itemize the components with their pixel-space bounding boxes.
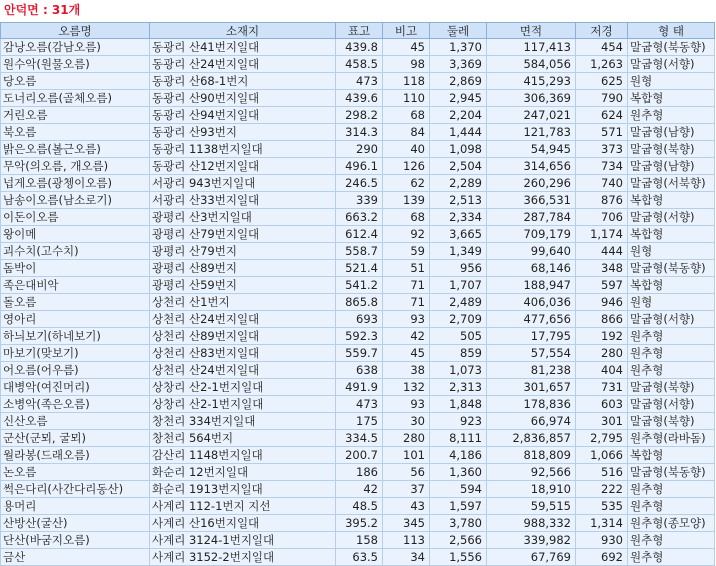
cell-area: 117,413 <box>487 39 576 56</box>
cell-location: 동광리 산93번지 <box>150 124 336 141</box>
cell-location: 광평리 산89번지 <box>150 260 336 277</box>
cell-name: 월라봉(드래오름) <box>1 447 150 464</box>
cell-base-diameter: 348 <box>576 260 628 277</box>
table-row <box>1 56 715 73</box>
cell-area: 314,656 <box>487 158 576 175</box>
cell-name: 산방산(굴산) <box>1 515 150 532</box>
cell-shape: 말굽형(서향) <box>628 209 715 226</box>
cell-name: 어오름(어우름) <box>1 362 150 379</box>
cell-shape: 복합형 <box>628 90 715 107</box>
cell-shape: 원추형 <box>628 481 715 498</box>
cell-location: 동광리 산24번지일대 <box>150 56 336 73</box>
cell-area: 81,238 <box>487 362 576 379</box>
cell-relative-height: 62 <box>383 175 430 192</box>
cell-relative-height: 30 <box>383 413 430 430</box>
cell-perimeter: 1,098 <box>430 141 487 158</box>
cell-location: 상천리 산1번지 <box>150 294 336 311</box>
cell-elevation: 439.8 <box>336 39 383 56</box>
cell-base-diameter: 1,314 <box>576 515 628 532</box>
cell-shape: 원추형(라바돔) <box>628 430 715 447</box>
cell-location: 화순리 12번지일대 <box>150 464 336 481</box>
cell-shape: 원추형 <box>628 362 715 379</box>
cell-base-diameter: 373 <box>576 141 628 158</box>
cell-perimeter: 2,869 <box>430 73 487 90</box>
table-row <box>1 175 715 192</box>
cell-base-diameter: 790 <box>576 90 628 107</box>
cell-location: 상천리 산83번지일대 <box>150 345 336 362</box>
cell-name: 넙게오름(광쳉이오름) <box>1 175 150 192</box>
cell-relative-height: 38 <box>383 362 430 379</box>
cell-shape: 말굽형(북동향) <box>628 260 715 277</box>
cell-relative-height: 45 <box>383 39 430 56</box>
table-row <box>1 379 715 396</box>
cell-relative-height: 280 <box>383 430 430 447</box>
cell-base-diameter: 603 <box>576 396 628 413</box>
table-row <box>1 226 715 243</box>
cell-base-diameter: 280 <box>576 345 628 362</box>
cell-name: 영아리 <box>1 311 150 328</box>
cell-shape: 복합형 <box>628 226 715 243</box>
cell-shape: 말굽형(남향) <box>628 124 715 141</box>
cell-base-diameter: 692 <box>576 549 628 566</box>
cell-area: 2,836,857 <box>487 430 576 447</box>
cell-shape: 복합형 <box>628 192 715 209</box>
table-row <box>1 90 715 107</box>
cell-base-diameter: 624 <box>576 107 628 124</box>
cell-area: 17,795 <box>487 328 576 345</box>
oreum-table <box>0 22 715 566</box>
cell-base-diameter: 731 <box>576 379 628 396</box>
table-row <box>1 430 715 447</box>
cell-location: 광평리 산79번지 <box>150 243 336 260</box>
cell-perimeter: 3,369 <box>430 56 487 73</box>
cell-area: 18,910 <box>487 481 576 498</box>
cell-shape: 원추형 <box>628 532 715 549</box>
cell-perimeter: 1,556 <box>430 549 487 566</box>
cell-perimeter: 2,334 <box>430 209 487 226</box>
cell-elevation: 63.5 <box>336 549 383 566</box>
cell-perimeter: 859 <box>430 345 487 362</box>
table-row <box>1 345 715 362</box>
cell-shape: 복합형 <box>628 277 715 294</box>
cell-location: 사계리 3152-2번지일대 <box>150 549 336 566</box>
cell-area: 301,657 <box>487 379 576 396</box>
table-row <box>1 328 715 345</box>
cell-base-diameter: 2,795 <box>576 430 628 447</box>
cell-name: 원수악(원물오름) <box>1 56 150 73</box>
cell-name: 밝은오름(볼근오름) <box>1 141 150 158</box>
cell-perimeter: 1,848 <box>430 396 487 413</box>
cell-shape: 원형 <box>628 73 715 90</box>
cell-area: 68,146 <box>487 260 576 277</box>
cell-base-diameter: 301 <box>576 413 628 430</box>
cell-area: 287,784 <box>487 209 576 226</box>
cell-base-diameter: 222 <box>576 481 628 498</box>
table-header-row <box>1 23 715 39</box>
cell-elevation: 592.3 <box>336 328 383 345</box>
cell-perimeter: 1,370 <box>430 39 487 56</box>
table-row <box>1 124 715 141</box>
cell-perimeter: 1,597 <box>430 498 487 515</box>
cell-relative-height: 93 <box>383 396 430 413</box>
cell-base-diameter: 734 <box>576 158 628 175</box>
cell-perimeter: 1,707 <box>430 277 487 294</box>
table-row <box>1 39 715 56</box>
cell-elevation: 158 <box>336 532 383 549</box>
column-header-perimeter: 둘레 <box>430 23 487 39</box>
cell-name: 이돈이오름 <box>1 209 150 226</box>
cell-relative-height: 113 <box>383 532 430 549</box>
cell-elevation: 865.8 <box>336 294 383 311</box>
column-header-location: 소재지 <box>150 23 336 39</box>
cell-location: 광평리 산3번지일대 <box>150 209 336 226</box>
cell-location: 서광리 산33번지일대 <box>150 192 336 209</box>
cell-shape: 복합형 <box>628 447 715 464</box>
cell-base-diameter: 1,066 <box>576 447 628 464</box>
cell-area: 178,836 <box>487 396 576 413</box>
cell-shape: 원형 <box>628 294 715 311</box>
cell-shape: 말굽형(남향) <box>628 158 715 175</box>
cell-relative-height: 84 <box>383 124 430 141</box>
cell-name: 거린오름 <box>1 107 150 124</box>
cell-perimeter: 956 <box>430 260 487 277</box>
cell-elevation: 339 <box>336 192 383 209</box>
cell-base-diameter: 516 <box>576 464 628 481</box>
cell-area: 260,296 <box>487 175 576 192</box>
cell-relative-height: 132 <box>383 379 430 396</box>
cell-relative-height: 68 <box>383 209 430 226</box>
cell-base-diameter: 1,174 <box>576 226 628 243</box>
cell-base-diameter: 1,263 <box>576 56 628 73</box>
cell-perimeter: 2,204 <box>430 107 487 124</box>
cell-area: 406,036 <box>487 294 576 311</box>
cell-name: 돔박이 <box>1 260 150 277</box>
cell-base-diameter: 930 <box>576 532 628 549</box>
table-row <box>1 447 715 464</box>
cell-name: 북오름 <box>1 124 150 141</box>
cell-relative-height: 42 <box>383 328 430 345</box>
cell-shape: 말굽형(북향) <box>628 141 715 158</box>
cell-shape: 말굽형(북동향) <box>628 39 715 56</box>
cell-name: 군산(군뫼, 굴뫼) <box>1 430 150 447</box>
cell-base-diameter: 740 <box>576 175 628 192</box>
cell-location: 동광리 산68-1번지 <box>150 73 336 90</box>
cell-location: 사계리 3124-1번지일대 <box>150 532 336 549</box>
table-row <box>1 73 715 90</box>
cell-location: 감산리 1148번지일대 <box>150 447 336 464</box>
cell-base-diameter: 444 <box>576 243 628 260</box>
table-row <box>1 515 715 532</box>
cell-area: 339,982 <box>487 532 576 549</box>
cell-relative-height: 34 <box>383 549 430 566</box>
cell-shape: 원추형 <box>628 498 715 515</box>
cell-shape: 말굽형(서향) <box>628 56 715 73</box>
cell-name: 돌오름 <box>1 294 150 311</box>
cell-location: 상천리 산89번지일대 <box>150 328 336 345</box>
cell-name: 남송이오름(남소로기) <box>1 192 150 209</box>
column-header-base-diameter: 저경 <box>576 23 628 39</box>
cell-location: 광평리 산59번지 <box>150 277 336 294</box>
cell-elevation: 496.1 <box>336 158 383 175</box>
table-row <box>1 158 715 175</box>
cell-location: 상창리 산2-1번지일대 <box>150 396 336 413</box>
cell-perimeter: 8,111 <box>430 430 487 447</box>
cell-area: 121,783 <box>487 124 576 141</box>
cell-perimeter: 3,665 <box>430 226 487 243</box>
cell-elevation: 314.3 <box>336 124 383 141</box>
cell-elevation: 473 <box>336 73 383 90</box>
cell-area: 709,179 <box>487 226 576 243</box>
column-header-elevation: 표고 <box>336 23 383 39</box>
cell-area: 66,974 <box>487 413 576 430</box>
cell-perimeter: 1,444 <box>430 124 487 141</box>
cell-perimeter: 923 <box>430 413 487 430</box>
cell-elevation: 541.2 <box>336 277 383 294</box>
cell-name: 금산 <box>1 549 150 566</box>
table-row <box>1 107 715 124</box>
column-header-shape: 형 태 <box>628 23 715 39</box>
cell-relative-height: 40 <box>383 141 430 158</box>
table-row <box>1 209 715 226</box>
cell-relative-height: 68 <box>383 107 430 124</box>
cell-base-diameter: 706 <box>576 209 628 226</box>
cell-perimeter: 2,504 <box>430 158 487 175</box>
cell-shape: 원추형(종모양) <box>628 515 715 532</box>
cell-relative-height: 345 <box>383 515 430 532</box>
cell-perimeter: 2,289 <box>430 175 487 192</box>
cell-relative-height: 126 <box>383 158 430 175</box>
column-header-relative-height: 비고 <box>383 23 430 39</box>
cell-name: 대병악(여진머리) <box>1 379 150 396</box>
cell-relative-height: 110 <box>383 90 430 107</box>
cell-elevation: 663.2 <box>336 209 383 226</box>
cell-elevation: 439.6 <box>336 90 383 107</box>
cell-shape: 말굽형(북향) <box>628 413 715 430</box>
cell-location: 서광리 943번지일대 <box>150 175 336 192</box>
cell-name: 썩은다리(사간다리동산) <box>1 481 150 498</box>
cell-perimeter: 505 <box>430 328 487 345</box>
cell-perimeter: 2,566 <box>430 532 487 549</box>
cell-perimeter: 2,709 <box>430 311 487 328</box>
cell-elevation: 298.2 <box>336 107 383 124</box>
cell-relative-height: 43 <box>383 498 430 515</box>
cell-area: 67,769 <box>487 549 576 566</box>
cell-location: 창천리 334번지일대 <box>150 413 336 430</box>
cell-shape: 말굽형(북향) <box>628 379 715 396</box>
cell-perimeter: 2,489 <box>430 294 487 311</box>
cell-location: 상천리 산24번지일대 <box>150 311 336 328</box>
column-header-name: 오름명 <box>1 23 150 39</box>
cell-relative-height: 37 <box>383 481 430 498</box>
cell-location: 사계리 112-1번지 지선 <box>150 498 336 515</box>
cell-name: 왕이메 <box>1 226 150 243</box>
cell-area: 415,293 <box>487 73 576 90</box>
cell-shape: 말굽형(서향) <box>628 311 715 328</box>
cell-perimeter: 4,186 <box>430 447 487 464</box>
cell-shape: 원추형 <box>628 549 715 566</box>
cell-name: 도너리오름(골체오름) <box>1 90 150 107</box>
cell-shape: 말굽형(서향) <box>628 396 715 413</box>
cell-area: 477,656 <box>487 311 576 328</box>
table-row <box>1 498 715 515</box>
cell-relative-height: 118 <box>383 73 430 90</box>
cell-elevation: 186 <box>336 464 383 481</box>
table-row <box>1 464 715 481</box>
table-row <box>1 532 715 549</box>
cell-name: 단산(바굼지오름) <box>1 532 150 549</box>
cell-area: 188,947 <box>487 277 576 294</box>
cell-perimeter: 1,360 <box>430 464 487 481</box>
cell-relative-height: 92 <box>383 226 430 243</box>
cell-area: 818,809 <box>487 447 576 464</box>
table-row <box>1 243 715 260</box>
cell-shape: 원추형 <box>628 328 715 345</box>
cell-area: 988,332 <box>487 515 576 532</box>
cell-elevation: 334.5 <box>336 430 383 447</box>
cell-base-diameter: 876 <box>576 192 628 209</box>
cell-location: 상창리 산2-1번지일대 <box>150 379 336 396</box>
cell-elevation: 693 <box>336 311 383 328</box>
cell-base-diameter: 192 <box>576 328 628 345</box>
cell-name: 족은대비악 <box>1 277 150 294</box>
cell-elevation: 458.5 <box>336 56 383 73</box>
cell-name: 신산오름 <box>1 413 150 430</box>
cell-base-diameter: 625 <box>576 73 628 90</box>
cell-elevation: 395.2 <box>336 515 383 532</box>
cell-elevation: 558.7 <box>336 243 383 260</box>
cell-area: 99,640 <box>487 243 576 260</box>
cell-relative-height: 51 <box>383 260 430 277</box>
cell-name: 감낭오름(감남오름) <box>1 39 150 56</box>
cell-location: 광평리 산79번지일대 <box>150 226 336 243</box>
cell-elevation: 473 <box>336 396 383 413</box>
cell-perimeter: 2,513 <box>430 192 487 209</box>
cell-relative-height: 56 <box>383 464 430 481</box>
table-row <box>1 294 715 311</box>
table-row <box>1 481 715 498</box>
table-row <box>1 311 715 328</box>
cell-base-diameter: 866 <box>576 311 628 328</box>
cell-name: 괴수치(고수치) <box>1 243 150 260</box>
cell-perimeter: 2,945 <box>430 90 487 107</box>
cell-area: 57,554 <box>487 345 576 362</box>
table-row <box>1 260 715 277</box>
cell-area: 59,515 <box>487 498 576 515</box>
cell-area: 54,945 <box>487 141 576 158</box>
cell-location: 사계리 산16번지일대 <box>150 515 336 532</box>
cell-location: 동광리 산94번지일대 <box>150 107 336 124</box>
cell-name: 마보기(맞보기) <box>1 345 150 362</box>
cell-base-diameter: 597 <box>576 277 628 294</box>
cell-elevation: 42 <box>336 481 383 498</box>
cell-shape: 말굽형(북동향) <box>628 464 715 481</box>
cell-elevation: 48.5 <box>336 498 383 515</box>
cell-elevation: 491.9 <box>336 379 383 396</box>
cell-elevation: 246.5 <box>336 175 383 192</box>
column-header-area: 면적 <box>487 23 576 39</box>
cell-name: 소병악(족은오름) <box>1 396 150 413</box>
cell-base-diameter: 535 <box>576 498 628 515</box>
cell-area: 306,369 <box>487 90 576 107</box>
cell-shape: 말굽형(서북향) <box>628 175 715 192</box>
cell-base-diameter: 571 <box>576 124 628 141</box>
cell-area: 366,531 <box>487 192 576 209</box>
table-row <box>1 413 715 430</box>
cell-relative-height: 98 <box>383 56 430 73</box>
cell-relative-height: 71 <box>383 294 430 311</box>
cell-location: 창천리 564번지 <box>150 430 336 447</box>
cell-shape: 원추형 <box>628 345 715 362</box>
cell-elevation: 200.7 <box>336 447 383 464</box>
cell-area: 584,056 <box>487 56 576 73</box>
cell-location: 동광리 산12번지일대 <box>150 158 336 175</box>
cell-name: 용머리 <box>1 498 150 515</box>
cell-location: 상천리 산24번지일대 <box>150 362 336 379</box>
table-row <box>1 549 715 566</box>
table-row <box>1 396 715 413</box>
cell-location: 동광리 산90번지일대 <box>150 90 336 107</box>
cell-relative-height: 59 <box>383 243 430 260</box>
cell-relative-height: 45 <box>383 345 430 362</box>
cell-elevation: 521.4 <box>336 260 383 277</box>
cell-relative-height: 139 <box>383 192 430 209</box>
cell-area: 247,021 <box>487 107 576 124</box>
cell-base-diameter: 946 <box>576 294 628 311</box>
cell-location: 동광리 산41번지일대 <box>150 39 336 56</box>
cell-location: 화순리 1913번지일대 <box>150 481 336 498</box>
cell-base-diameter: 404 <box>576 362 628 379</box>
cell-base-diameter: 454 <box>576 39 628 56</box>
cell-elevation: 638 <box>336 362 383 379</box>
cell-perimeter: 2,313 <box>430 379 487 396</box>
cell-elevation: 175 <box>336 413 383 430</box>
cell-elevation: 559.7 <box>336 345 383 362</box>
cell-name: 하늬보기(하네보기) <box>1 328 150 345</box>
cell-name: 당오름 <box>1 73 150 90</box>
cell-relative-height: 71 <box>383 277 430 294</box>
cell-area: 92,566 <box>487 464 576 481</box>
table-row <box>1 362 715 379</box>
cell-shape: 원형 <box>628 243 715 260</box>
page-title: 안덕면 : 31개 <box>4 3 81 17</box>
cell-perimeter: 1,073 <box>430 362 487 379</box>
cell-relative-height: 93 <box>383 311 430 328</box>
cell-shape: 원추형 <box>628 107 715 124</box>
cell-name: 논오름 <box>1 464 150 481</box>
cell-perimeter: 3,780 <box>430 515 487 532</box>
cell-relative-height: 101 <box>383 447 430 464</box>
cell-perimeter: 1,349 <box>430 243 487 260</box>
table-row <box>1 277 715 294</box>
cell-location: 동광리 1138번지일대 <box>150 141 336 158</box>
cell-elevation: 612.4 <box>336 226 383 243</box>
cell-name: 무악(의오름, 개오름) <box>1 158 150 175</box>
cell-perimeter: 594 <box>430 481 487 498</box>
cell-elevation: 290 <box>336 141 383 158</box>
table-row <box>1 141 715 158</box>
table-row <box>1 192 715 209</box>
